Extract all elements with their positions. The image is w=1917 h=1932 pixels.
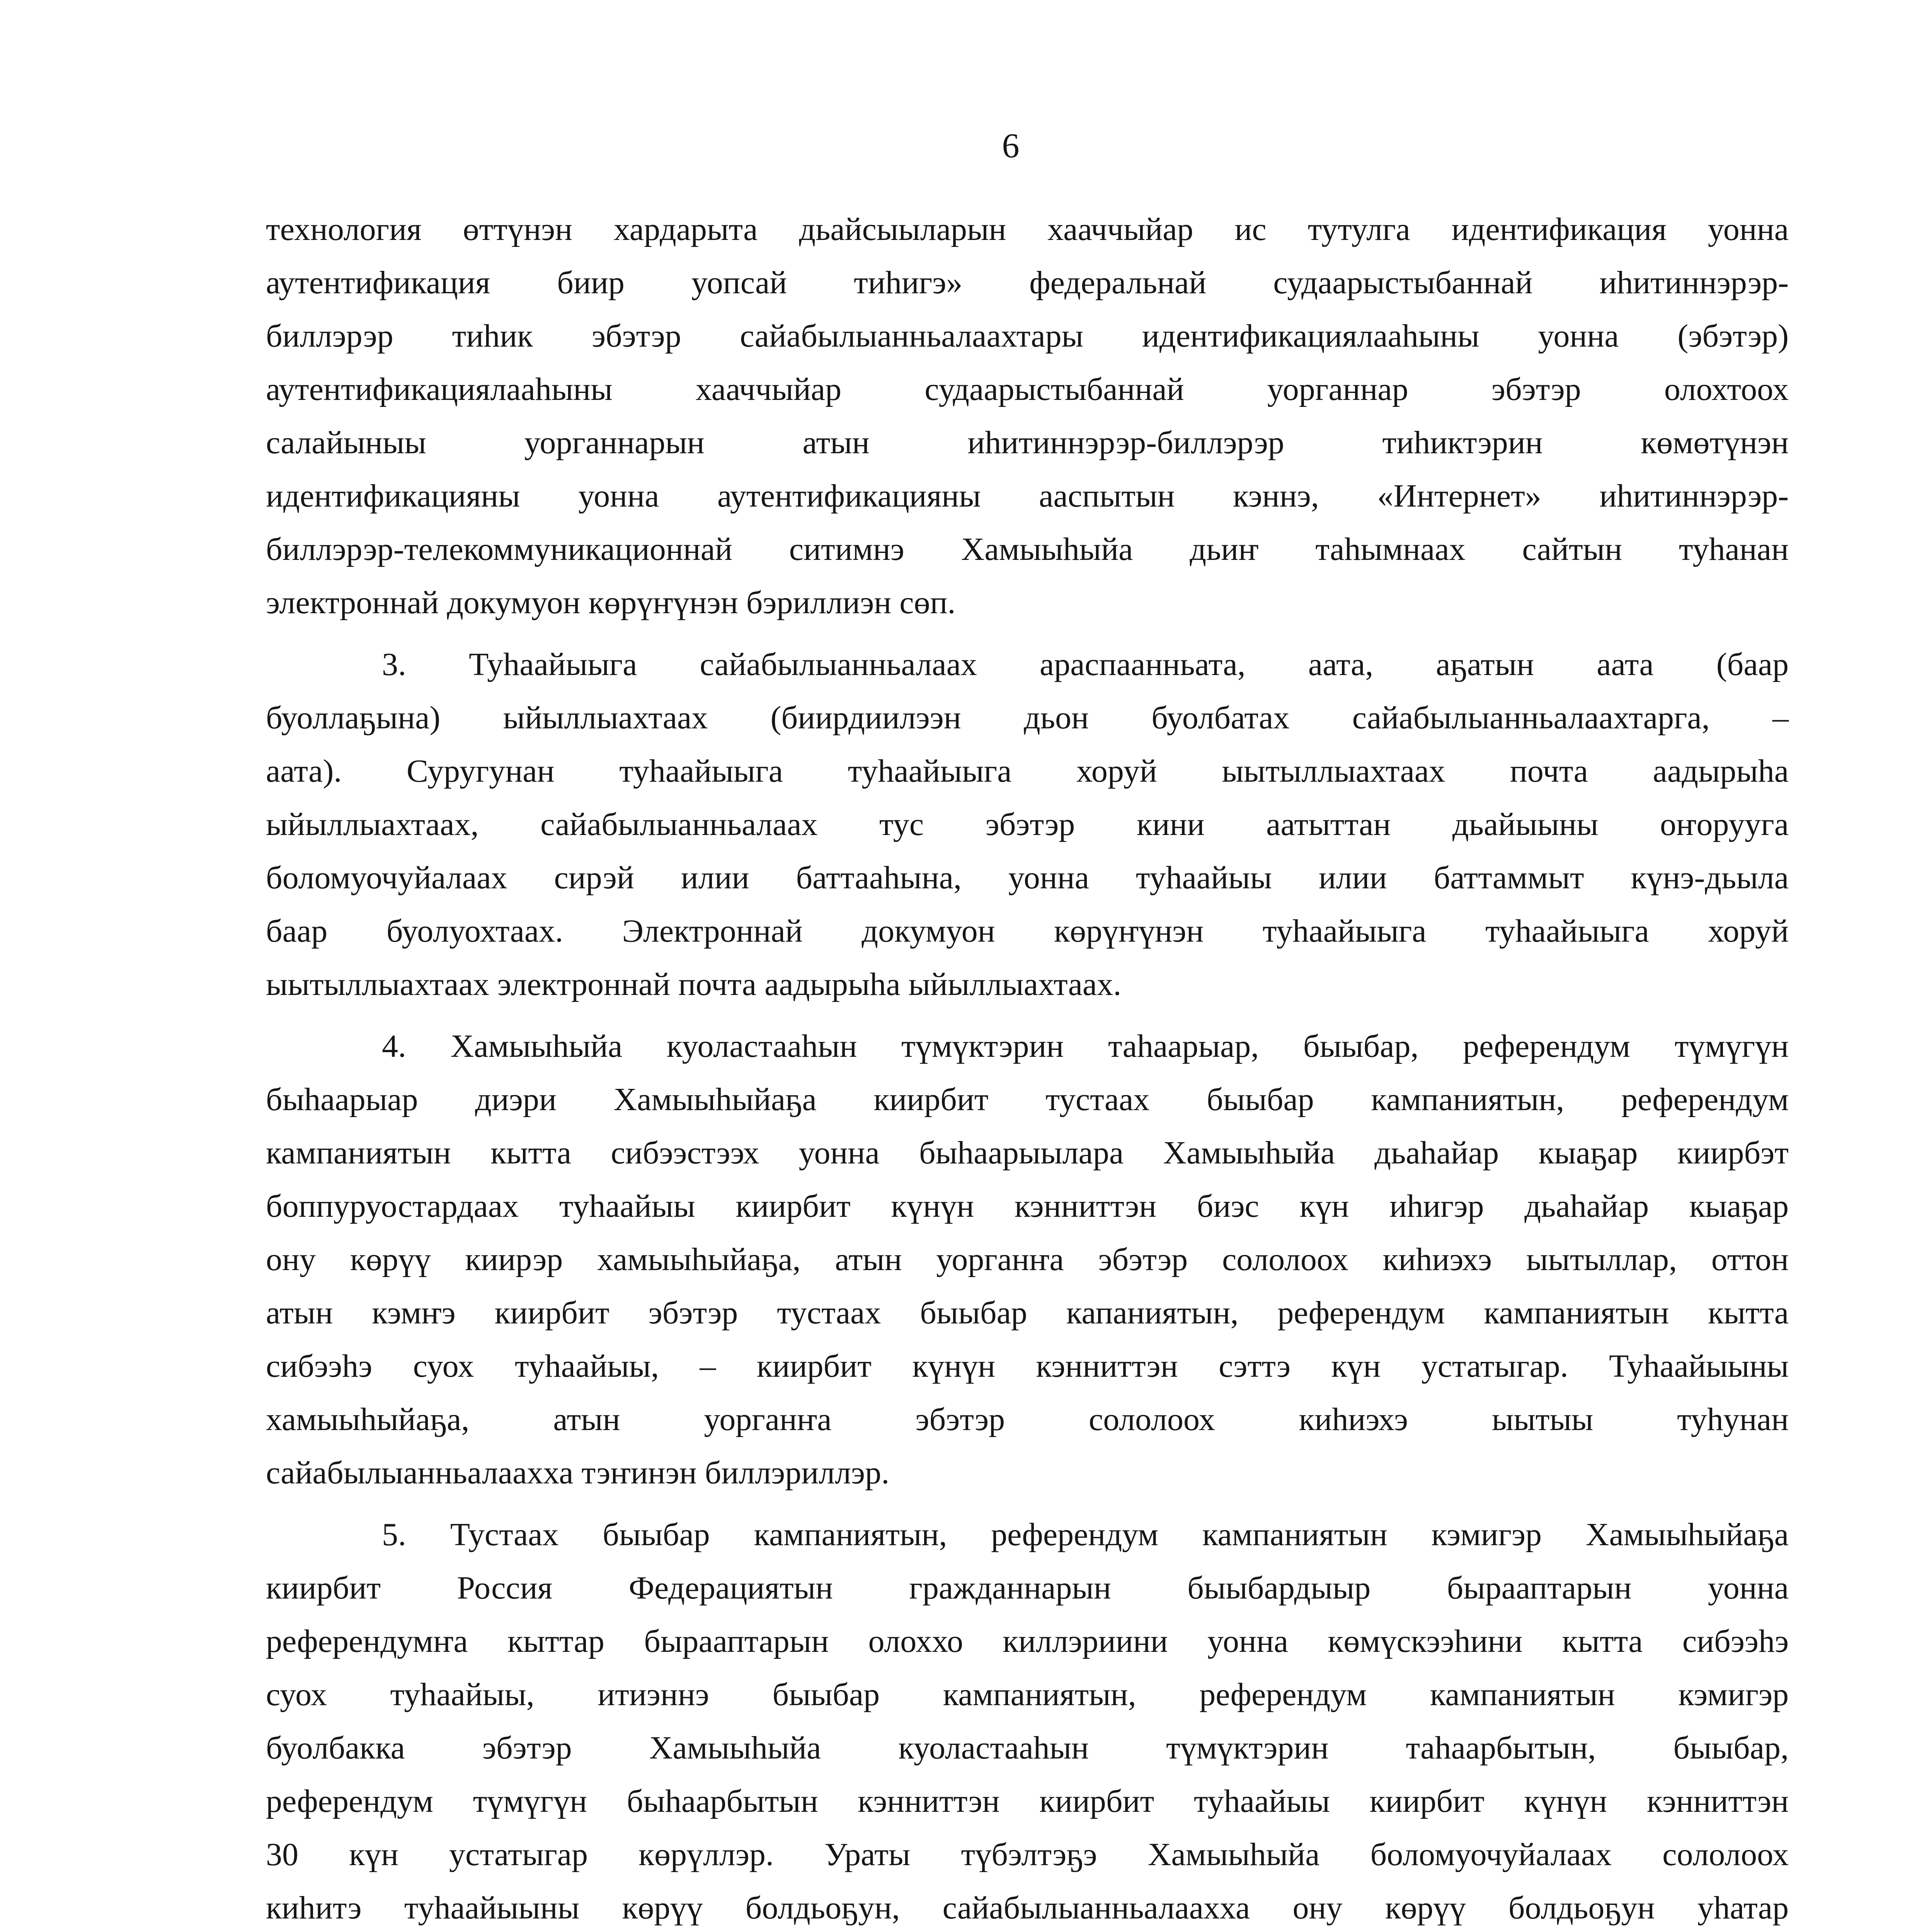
text-line: атын кэмҥэ киирбит эбэтэр тустаах быыбар капаниятын, референдум кампаниятын кытта <box>266 1295 1789 1331</box>
text-line: аутентификациялааһыны хааччыйар судаарыстыбаннай уорганнар эбэтэр олохтоох <box>266 371 1789 407</box>
text-line: ыытыллыахтаах электроннай почта аадырыһа ыйыллыахтаах. <box>266 966 1122 1002</box>
text-line: биллэрэр-телекоммуникационнай ситимнэ Хамыыһыйа дьиҥ таһымнаах сайтын туһанан <box>266 531 1789 567</box>
text-line: 30 күн устатыгар көрүллэр. Ураты түбэлтэҕэ Хамыыһыйа боломуочуйалаах сололоох <box>266 1837 1789 1872</box>
text-line: электроннай докумуон көрүҥүнэн бэриллиэн сөп. <box>266 585 956 621</box>
paragraph-3 <box>266 638 1789 1011</box>
text-line: боломуочуйалаах сирэй илии баттааһына, уонна туһаайыы илии баттаммыт күнэ-дьыла <box>266 860 1789 896</box>
text-line: баар буолуохтаах. Электроннай докумуон көрүҥүнэн туһаайыыга туһаайыыга хоруй <box>266 913 1789 949</box>
text-line: боппуруостардаах туһаайыы киирбит күнүн кэнниттэн биэс күн иһигэр дьаһайар кыаҕар <box>266 1188 1789 1224</box>
page-number: 6 <box>1002 127 1020 165</box>
document-body <box>266 203 1789 1932</box>
text-line: салайыныы уорганнарын атын иһитиннэрэр-биллэрэр тиһиктэрин көмөтүнэн <box>266 425 1789 461</box>
text-line: технология өттүнэн хардарыта дьайсыыларын хааччыйар ис тутулга идентификация уонна <box>266 211 1789 247</box>
text-line: ону көрүү киирэр хамыыһыйаҕа, атын уорганҥа эбэтэр сололоох киһиэхэ ыытыллар, оттон <box>266 1242 1789 1277</box>
text-line: киһитэ туһаайыыны көрүү болдьоҕун, сайабылыанньалаахха ону көрүү болдьоҕун уһатар <box>266 1890 1789 1926</box>
text-line: 5. Тустаах быыбар кампаниятын, референдум кампаниятын кэмигэр Хамыыһыйаҕа <box>382 1517 1789 1553</box>
text-line: референдум түмүгүн быһаарбытын кэнниттэн киирбит туһаайыы киирбит күнүн кэнниттэн <box>266 1783 1789 1819</box>
text-line: биллэрэр тиһик эбэтэр сайабылыанньалаахтары идентификациялааһыны уонна (эбэтэр) <box>266 318 1789 354</box>
paragraph-continued <box>266 203 1789 629</box>
text-line: референдумҥа кыттар бырааптарын олоххо киллэриини уонна көмүскээһини кытта сибээһэ <box>266 1623 1789 1659</box>
text-line: сибээһэ суох туһаайыы, – киирбит күнүн кэнниттэн сэттэ күн устатыгар. Туһаайыыны <box>266 1348 1789 1384</box>
text-line: 3. Туһаайыыга сайабылыанньалаах араспаанньата, аата, аҕатын аата (баар <box>382 646 1789 682</box>
text-line: аутентификация биир уопсай тиһигэ» федеральнай судаарыстыбаннай иһитиннэрэр- <box>266 265 1789 301</box>
text-line: суох туһаайыы, итиэннэ быыбар кампаниятын, референдум кампаниятын кэмигэр <box>266 1677 1789 1713</box>
text-line: аата). Суругунан туһаайыыга туһаайыыга хоруй ыытыллыахтаах почта аадырыһа <box>266 753 1789 789</box>
text-line: ыйыллыахтаах, сайабылыанньалаах тус эбэтэр кини аатыттан дьайыыны оҥоруугa <box>266 806 1789 842</box>
text-line: 4. Хамыыһыйа куоластааһын түмүктэрин таһаарыар, быыбар, референдум түмүгүн <box>382 1028 1789 1064</box>
paragraph-5 <box>266 1508 1789 1932</box>
text-line: кампаниятын кытта сибээстээх уонна быһаарыылара Хамыыһыйа дьаһайар кыаҕар киирбэт <box>266 1135 1789 1171</box>
text-line: хамыыһыйаҕа, атын уорганҥа эбэтэр сололоох киһиэхэ ыытыы туһунан <box>266 1401 1789 1437</box>
text-line: буоллаҕына) ыйыллыахтаах (биирдиилээн дьон буолбатах сайабылыанньалаахтарга, – <box>266 700 1789 736</box>
paragraph-4 <box>266 1020 1789 1500</box>
text-line: идентификацияны уонна аутентификацияны ааспытын кэннэ, «Интернет» иһитиннэрэр- <box>266 478 1789 514</box>
text-line: киирбит Россия Федерациятын гражданнарын быыбардыыр бырааптарын уонна <box>266 1570 1789 1606</box>
text-line: быһаарыар диэри Хамыыһыйаҕа киирбит тустаах быыбар кампаниятын, референдум <box>266 1082 1789 1117</box>
text-line: сайабылыанньалаахха тэҥинэн биллэриллэр. <box>266 1455 890 1491</box>
text-line: буолбакка эбэтэр Хамыыһыйа куоластааһын түмүктэрин таһаарбытын, быыбар, <box>266 1730 1789 1766</box>
